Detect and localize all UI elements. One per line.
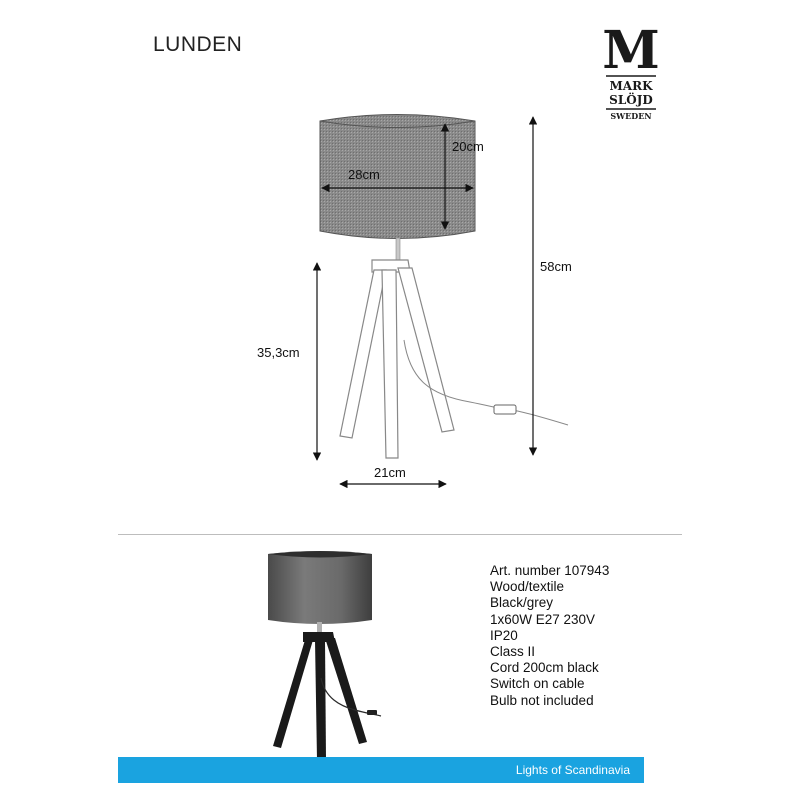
spec-item: Black/grey: [490, 595, 554, 611]
base-width-label: 21cm: [374, 465, 406, 480]
logo-letter: M: [602, 20, 660, 81]
logo-line-2: SLÖJD: [609, 93, 653, 107]
tripod-drawing: [340, 260, 454, 458]
spec-item: IP20: [490, 627, 518, 643]
spec-item: Class II: [490, 644, 536, 660]
lamp-shade-drawing: [320, 115, 475, 239]
footer-text: Lights of Scandinavia: [515, 763, 630, 777]
section-divider: [118, 534, 682, 535]
spec-item: Switch on cable: [490, 676, 585, 692]
spec-list: [490, 563, 609, 709]
footer-bar: [118, 757, 644, 783]
shade-height-label: 20cm: [452, 139, 484, 154]
base-height-label: 35,3cm: [257, 345, 300, 360]
spec-item: Bulb not included: [490, 692, 594, 708]
spec-item: 1x60W E27 230V: [490, 611, 596, 627]
logo-line-3: SWEDEN: [610, 111, 652, 121]
shade-width-label: 28cm: [348, 167, 380, 182]
page-title: LUNDEN: [153, 33, 243, 56]
total-height-label: 58cm: [540, 259, 572, 274]
spec-item: Wood/textile: [490, 579, 565, 595]
product-photo: [255, 548, 385, 770]
logo-line-1: MARK: [609, 79, 653, 93]
spec-item: Cord 200cm black: [490, 660, 599, 676]
cable-switch-drawing: [494, 405, 516, 414]
lamp-stem-drawing: [396, 238, 400, 260]
spec-item: Art. number 107943: [490, 563, 610, 578]
